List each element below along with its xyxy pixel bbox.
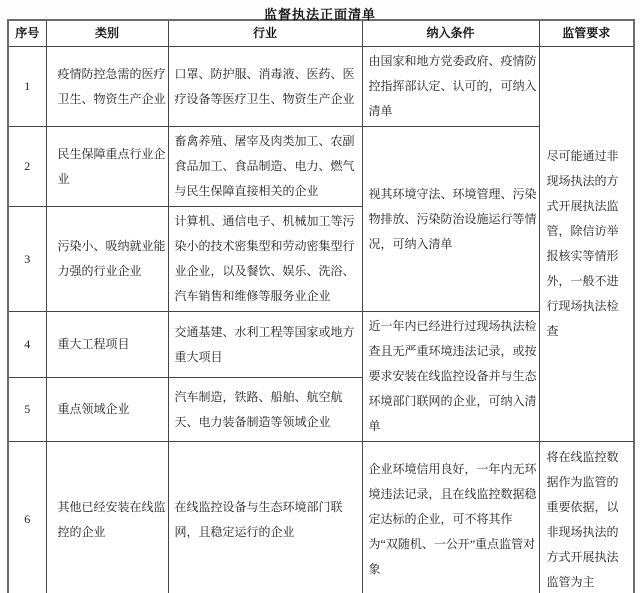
table-row-6 (8, 442, 634, 593)
industry-cell-3: 计算机、通信电子、机械加工等污染小的技术密集型和劳动密集型行业企业，以及餐饮、娱乐、洗浴、汽车销售和维修等服务业企业 (168, 207, 362, 312)
supervision-cell-row-6: 将在线监控数据作为监管的重要依据，以非现场执法的方式开展执法监管为主 (539, 442, 634, 593)
serial-cell-2: 2 (8, 127, 46, 207)
serial-cell-3: 3 (8, 207, 46, 312)
serial-cell-5: 5 (8, 378, 46, 442)
category-cell-6: 其他已经安装在线监控的企业 (46, 442, 168, 593)
positive-list-table (7, 19, 635, 593)
condition-cell-rows-4-5: 近一年内已经进行过现场执法检查且无严重环境违法记录，或按要求安装在线监控设备并与生态环境部门联网的企业，可纳入清单 (362, 312, 539, 442)
table-header-row (8, 20, 634, 47)
header-supervision: 监管要求 (539, 20, 634, 47)
condition-cell-1: 由国家和地方党委政府、疫情防控指挥部认定、认可的，可纳入清单 (362, 47, 539, 127)
category-cell-5: 重点领域企业 (46, 378, 168, 442)
industry-cell-1: 口罩、防护服、消毒液、医药、医疗设备等医疗卫生、物资生产企业 (168, 47, 362, 127)
category-cell-4: 重大工程项目 (46, 312, 168, 378)
category-cell-2: 民生保障重点行业企业 (46, 127, 168, 207)
header-serial: 序号 (8, 20, 46, 47)
serial-cell-4: 4 (8, 312, 46, 378)
header-category: 类别 (46, 20, 168, 47)
industry-cell-5: 汽车制造，铁路、船舶、航空航天、电力装备制造等领域企业 (168, 378, 362, 442)
serial-cell-1: 1 (8, 47, 46, 127)
industry-cell-2: 畜禽养殖、屠宰及肉类加工、农副食品加工、食品制造、电力、燃气与民生保障直接相关的企业 (168, 127, 362, 207)
condition-cell-6: 企业环境信用良好，一年内无环境违法记录，且在线监控数据稳定达标的企业，可不将其作为“双随机、一公开”重点监管对象 (362, 442, 539, 593)
header-industry: 行业 (168, 20, 362, 47)
table-row-1 (8, 47, 634, 127)
condition-cell-rows-2-3: 视其环境守法、环境管理、污染物排放、污染防治设施运行等情况，可纳入清单 (362, 127, 539, 312)
supervision-cell-rows-1-5: 尽可能通过非现场执法的方式开展执法监管，除信访举报核实等情形外，一般不进行现场执法检查 (539, 47, 634, 442)
industry-cell-6: 在线监控设备与生态环境部门联网，且稳定运行的企业 (168, 442, 362, 593)
page-title: 监督执法正面清单 (263, 7, 376, 22)
industry-cell-4: 交通基建、水利工程等国家或地方重大项目 (168, 312, 362, 378)
category-cell-3: 污染小、吸纳就业能力强的行业企业 (46, 207, 168, 312)
header-condition: 纳入条件 (362, 20, 539, 47)
category-cell-1: 疫情防控急需的医疗卫生、物资生产企业 (46, 47, 168, 127)
serial-cell-6: 6 (8, 442, 46, 593)
